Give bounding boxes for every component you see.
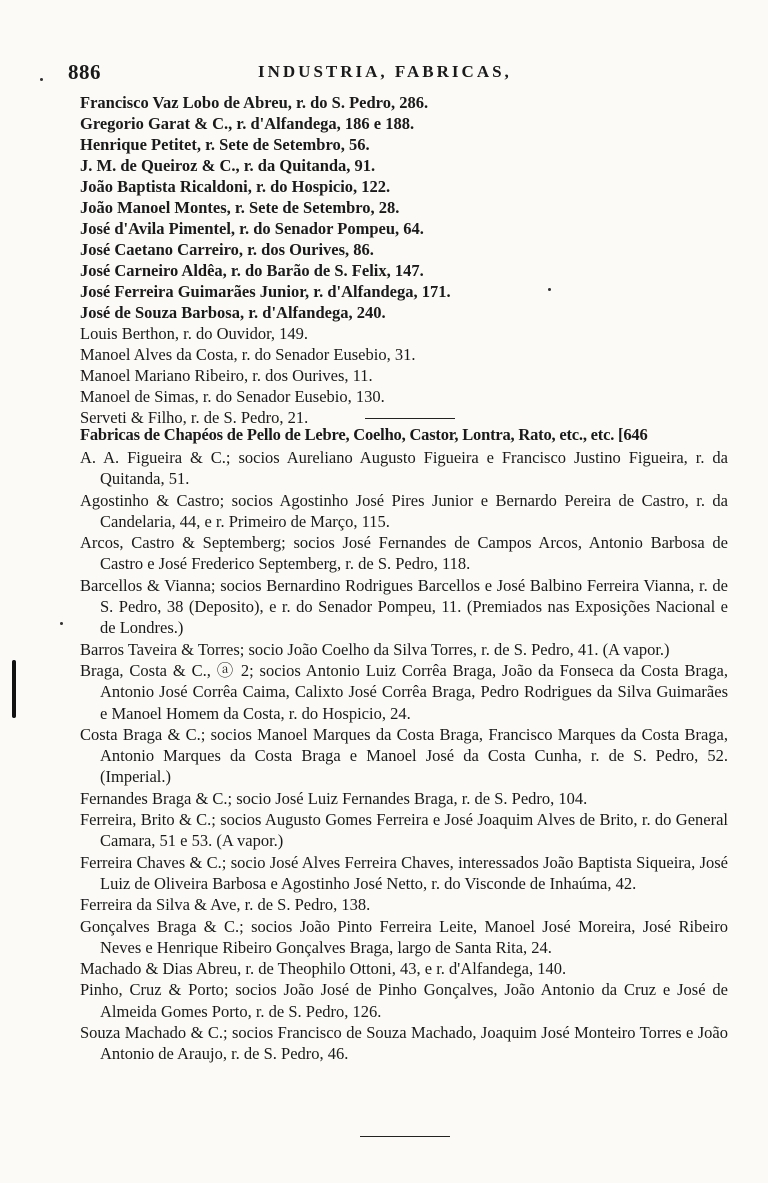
page-number: 886 — [68, 60, 101, 84]
margin-mark — [12, 660, 16, 718]
list-item: Ferreira, Brito & C.; socios Augusto Gomes Ferreira e José Joaquim Alves de Brito, r. do General Camara, 51 e 53. (A vapor.) — [80, 810, 728, 851]
list-item: Gregorio Garat & C., r. d'Alfandega, 186 e 188. — [80, 114, 415, 133]
list-item: Agostinho & Castro; socios Agostinho José Pires Junior e Bernardo Pereira de Castro, r. da Candelaria, 44, e r. Primeiro de Março, 115. — [80, 490, 728, 531]
list-item: Serveti & Filho, r. de S. Pedro, 21. — [80, 408, 309, 427]
list-item: Henrique Petitet, r. Sete de Setembro, 56. — [80, 135, 370, 154]
list-item: Barros Taveira & Torres; socio João Coelho da Silva Torres, r. de S. Pedro, 41. (A vapor.) — [80, 639, 670, 659]
hat-factory-list — [80, 447, 728, 1065]
running-head: INDUSTRIA, FABRICAS, — [258, 62, 512, 81]
margin-dot — [548, 288, 551, 291]
list-item: Manoel Mariano Ribeiro, r. dos Ourives, 11. — [80, 366, 373, 385]
list-item: Manoel Alves da Costa, r. do Senador Eusebio, 31. — [80, 345, 416, 364]
address-list-top — [80, 92, 730, 428]
list-item: Manoel de Simas, r. do Senador Eusebio, 130. — [80, 387, 385, 406]
list-item: Souza Machado & C.; socios Francisco de Souza Machado, Joaquim José Monteiro Torres e João Antonio de Araujo, r. de S. Pedro, 46. — [80, 1023, 728, 1064]
list-item: João Manoel Montes, r. Sete de Setembro, 28. — [80, 198, 400, 217]
section-divider-top — [365, 418, 455, 419]
list-item: Ferreira Chaves & C.; socio José Alves Ferreira Chaves, interessados João Baptista Siqueira, José Luiz de Oliveira Barbosa e Agostinho José Netto, r. do Visconde de Inhaúma, 42. — [80, 852, 728, 893]
page-header — [68, 60, 728, 86]
list-item: José d'Avila Pimentel, r. do Senador Pompeu, 64. — [80, 219, 424, 238]
list-item: A. A. Figueira & C.; socios Aureliano Augusto Figueira e Francisco Justino Figueira, r. da Quitanda, 51. — [80, 448, 728, 489]
list-item: Fernandes Braga & C.; socio José Luiz Fernandes Braga, r. de S. Pedro, 104. — [80, 788, 588, 808]
section-heading: Fabricas de Chapéos de Pello de Lebre, Coelho, Castor, Lontra, Rato, etc., etc. [646 — [80, 425, 648, 444]
list-item: João Baptista Ricaldoni, r. do Hospicio, 122. — [80, 177, 391, 196]
list-item: José Caetano Carreiro, r. dos Ourives, 86. — [80, 240, 374, 259]
list-item: Ferreira da Silva & Ave, r. de S. Pedro, 138. — [80, 895, 371, 915]
list-item: Barcellos & Vianna; socios Bernardino Rodrigues Barcellos e José Balbino Ferreira Vianna, r. de S. Pedro, 38 (Deposito), e r. do Senador Pompeu, 11. (Premiados nas Exposições Nacional e de Londres.) — [80, 575, 728, 638]
list-item: Gonçalves Braga & C.; socios João Pinto Ferreira Leite, Manoel José Moreira, José Ribeiro Neves e Henrique Ribeiro Gonçalves Braga, largo de Santa Rita, 24. — [80, 916, 728, 957]
list-item: Braga, Costa & C., ⓐ 2; socios Antonio Luiz Corrêa Braga, João da Fonseca da Costa Braga, Antonio José Corrêa Caima, Calixto José Corrêa Braga, Pedro Rodrigues da Silva Guimarães e Manoel Homem da Costa, r. do Hospicio, 24. — [80, 660, 728, 723]
list-item: J. M. de Queiroz & C., r. da Quitanda, 91. — [80, 156, 376, 175]
margin-dot — [60, 622, 63, 625]
list-item: Pinho, Cruz & Porto; socios João José de Pinho Gonçalves, João Antonio da Cruz e José de Almeida Gomes Porto, r. de S. Pedro, 126. — [80, 980, 728, 1021]
list-item: José de Souza Barbosa, r. d'Alfandega, 240. — [80, 303, 386, 322]
list-item: José Ferreira Guimarães Junior, r. d'Alfandega, 171. — [80, 282, 451, 301]
list-item: Francisco Vaz Lobo de Abreu, r. do S. Pedro, 286. — [80, 93, 429, 112]
list-item: José Carneiro Aldêa, r. do Barão de S. Felix, 147. — [80, 261, 424, 280]
list-item: Arcos, Castro & Septemberg; socios José Fernandes de Campos Arcos, Antonio Barbosa de Castro e José Frederico Septemberg, r. de S. Pedro, 118. — [80, 533, 728, 574]
list-item: Costa Braga & C.; socios Manoel Marques da Costa Braga, Francisco Marques da Costa Braga, Antonio Marques da Costa Braga e Manoel José da Costa Cunha, r. de S. Pedro, 52. (Imperial.) — [80, 724, 728, 787]
list-item: Machado & Dias Abreu, r. de Theophilo Ottoni, 43, e r. d'Alfandega, 140. — [80, 959, 567, 979]
margin-dot — [40, 78, 43, 81]
section-divider-bottom — [360, 1136, 450, 1137]
list-item: Louis Berthon, r. do Ouvidor, 149. — [80, 324, 309, 343]
